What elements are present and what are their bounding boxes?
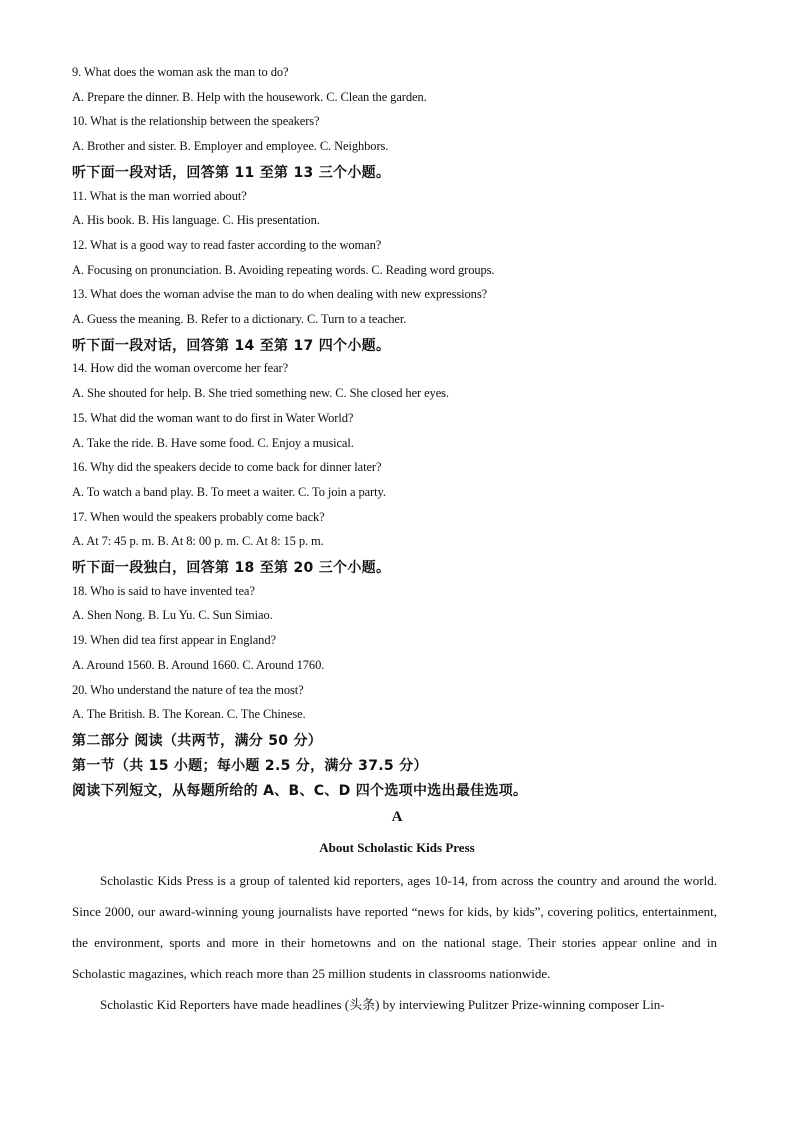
options-12: A. Focusing on pronunciation. B. Avoiding repeating words. C. Reading word groups. — [72, 263, 495, 277]
options-16: A. To watch a band play. B. To meet a waiter. C. To join a party. — [72, 485, 386, 499]
options-13: A. Guess the meaning. B. Refer to a dictionary. C. Turn to a teacher. — [72, 312, 407, 326]
question-16: 16. Why did the speakers decide to come back for dinner later? — [72, 460, 382, 474]
question-13: 13. What does the woman advise the man to do when dealing with new expressions? — [72, 287, 488, 301]
passage-paragraph-2: Scholastic Kid Reporters have made headlines (头条) by interviewing Pulitzer Prize-winning composer Lin- — [100, 997, 665, 1012]
passage-title: About Scholastic Kids Press — [319, 840, 475, 855]
section-one-heading: 第一节（共 15 小题；每小题 2.5 分，满分 37.5 分） — [72, 758, 428, 774]
passage-letter: A — [391, 809, 403, 825]
passage-paragraph-1: Scholastic Kids Press is a group of talented kid reporters, ages 10-14, from across the country and around the world. Since 2000, our award-winning young journalists have reported “news for kids, by kids”, covering politics, entertainment, the environment, sports and more in their hometowns and on the national stage. Their stories appear online and in Scholastic magazines, which reach more than 25 million students in classrooms nationwide. — [72, 873, 717, 981]
reading-instructions: 阅读下列短文，从每题所给的 A、B、C、D 四个选项中选出最佳选项。 — [72, 783, 528, 799]
options-11: A. His book. B. His language. C. His presentation. — [72, 213, 320, 227]
options-15: A. Take the ride. B. Have some food. C. Enjoy a musical. — [72, 436, 354, 450]
question-10: 10. What is the relationship between the speakers? — [72, 114, 320, 128]
section-heading-14-17: 听下面一段对话，回答第 14 至第 17 四个小题。 — [72, 338, 391, 354]
section-heading-11-13: 听下面一段对话，回答第 11 至第 13 三个小题。 — [72, 165, 391, 181]
options-18: A. Shen Nong. B. Lu Yu. C. Sun Simiao. — [72, 608, 273, 622]
question-9: 9. What does the woman ask the man to do? — [72, 65, 289, 79]
part-two-heading: 第二部分 阅读（共两节，满分 50 分） — [72, 733, 323, 749]
options-17: A. At 7: 45 p. m. B. At 8: 00 p. m. C. At 8: 15 p. m. — [72, 534, 324, 548]
question-19: 19. When did tea first appear in England? — [72, 633, 276, 647]
options-10: A. Brother and sister. B. Employer and employee. C. Neighbors. — [72, 139, 389, 153]
section-heading-18-20: 听下面一段独白，回答第 18 至第 20 三个小题。 — [72, 560, 391, 576]
options-19: A. Around 1560. B. Around 1660. C. Around 1760. — [72, 658, 325, 672]
options-14: A. She shouted for help. B. She tried something new. C. She closed her eyes. — [72, 386, 449, 400]
options-9: A. Prepare the dinner. B. Help with the housework. C. Clean the garden. — [72, 90, 427, 104]
question-20: 20. Who understand the nature of tea the most? — [72, 683, 304, 697]
options-20: A. The British. B. The Korean. C. The Chinese. — [72, 707, 306, 721]
question-17: 17. When would the speakers probably come back? — [72, 510, 325, 524]
question-11: 11. What is the man worried about? — [72, 189, 247, 203]
question-12: 12. What is a good way to read faster according to the woman? — [72, 238, 382, 252]
question-18: 18. Who is said to have invented tea? — [72, 584, 255, 598]
question-15: 15. What did the woman want to do first in Water World? — [72, 411, 354, 425]
question-14: 14. How did the woman overcome her fear? — [72, 361, 289, 375]
